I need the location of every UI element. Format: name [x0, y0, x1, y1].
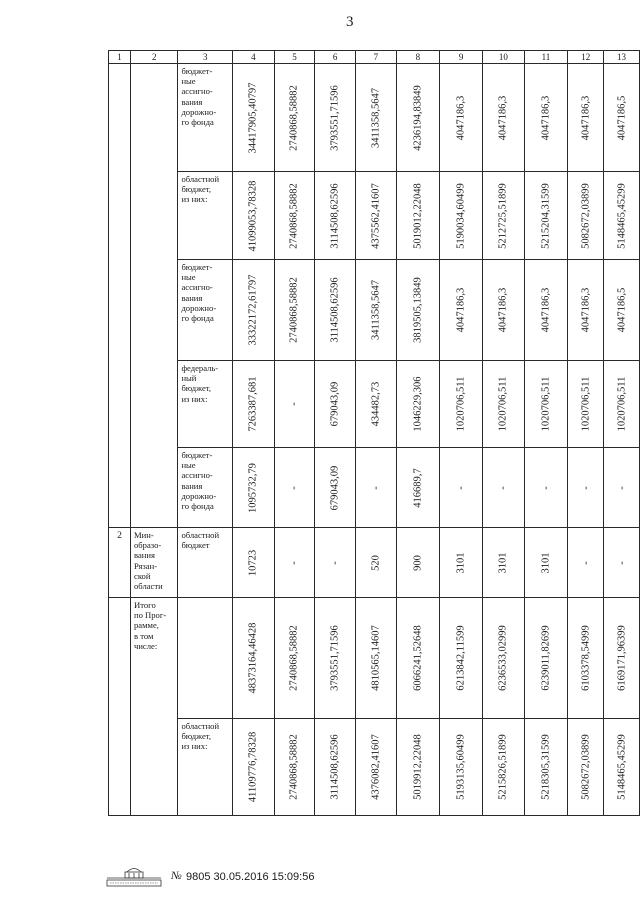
- value-text: 3793551,71596: [329, 84, 341, 151]
- value-text: 2740868,58882: [288, 277, 300, 343]
- value-text: -: [288, 402, 300, 406]
- value-text: 10723: [247, 549, 259, 576]
- value-text: -: [329, 560, 341, 565]
- value-cell: [233, 260, 275, 361]
- value-text: 6103378,54999: [580, 625, 592, 691]
- value-text: 4047186,3: [540, 95, 552, 140]
- value-cell: [524, 448, 568, 528]
- table-row: [109, 361, 640, 448]
- value-cell: [440, 172, 483, 260]
- value-text: 2740868,58882: [288, 84, 300, 151]
- value-cell: [568, 361, 604, 448]
- value-text: 4047186,3: [497, 95, 509, 140]
- value-text: 3114508,62596: [329, 277, 341, 343]
- header-cell: 4: [233, 51, 275, 64]
- value-text: 679043,09: [329, 381, 341, 427]
- value-cell: [274, 598, 315, 719]
- value-cell: [604, 260, 640, 361]
- value-cell: [315, 528, 356, 598]
- funding-source-label: областной бюджет, из них:: [178, 172, 233, 260]
- value-cell: [233, 64, 275, 172]
- value-cell: [483, 260, 524, 361]
- value-text: 6236533,02999: [497, 625, 509, 691]
- value-text: 1020706,511: [580, 376, 592, 432]
- value-cell: [568, 172, 604, 260]
- value-cell: [568, 64, 604, 172]
- value-text: -: [540, 485, 552, 490]
- value-text: 33322172,61797: [247, 274, 259, 346]
- value-text: 520: [370, 554, 382, 571]
- funding-source-label: бюджет- ные ассигно- вания дорожно- го фонда: [178, 260, 233, 361]
- value-cell: [233, 361, 275, 448]
- value-cell: [355, 64, 396, 172]
- value-cell: [274, 528, 315, 598]
- value-cell: [440, 64, 483, 172]
- value-text: 4047186,3: [580, 95, 592, 140]
- value-text: 1020706,511: [455, 376, 467, 432]
- value-text: 5218305,31599: [540, 734, 552, 800]
- value-text: 3114508,62596: [329, 182, 341, 249]
- value-text: 1046229,306: [412, 376, 424, 432]
- header-cell: 12: [568, 51, 604, 64]
- value-cell: [604, 361, 640, 448]
- value-cell: [233, 448, 275, 528]
- value-text: -: [370, 485, 382, 490]
- value-cell: [315, 172, 356, 260]
- value-text: -: [580, 485, 592, 490]
- value-cell: [355, 260, 396, 361]
- value-cell: [355, 528, 396, 598]
- value-cell: [274, 361, 315, 448]
- value-text: 4376082,41607: [370, 734, 382, 800]
- table-row: [109, 528, 640, 598]
- value-text: 5082672,03899: [580, 734, 592, 800]
- value-cell: [483, 719, 524, 816]
- value-text: 7263387,681: [247, 376, 259, 432]
- value-cell: [604, 719, 640, 816]
- value-text: 5019012,22048: [412, 182, 424, 249]
- value-cell: [604, 528, 640, 598]
- row-number-cell: [109, 598, 131, 816]
- value-cell: [315, 448, 356, 528]
- value-cell: [524, 172, 568, 260]
- table-row: [109, 64, 640, 172]
- value-cell: [440, 260, 483, 361]
- value-text: 4810565,14607: [370, 625, 382, 691]
- header-cell: 7: [355, 51, 396, 64]
- funding-source-label: [178, 598, 233, 719]
- value-cell: [274, 260, 315, 361]
- value-text: 1095732,79: [247, 462, 259, 513]
- table-row: [109, 260, 640, 361]
- value-cell: [440, 361, 483, 448]
- value-text: 4047186,3: [455, 95, 467, 140]
- value-cell: [396, 361, 439, 448]
- value-text: 4047186,5: [616, 95, 628, 140]
- value-text: 2740868,58882: [288, 734, 300, 800]
- value-cell: [274, 448, 315, 528]
- header-cell: 1: [109, 51, 131, 64]
- value-text: -: [580, 560, 592, 565]
- value-cell: [604, 172, 640, 260]
- value-text: 4047186,3: [540, 287, 552, 333]
- value-text: 1020706,511: [497, 376, 509, 432]
- value-text: 4375562,41607: [370, 182, 382, 249]
- value-cell: [396, 528, 439, 598]
- value-cell: [524, 528, 568, 598]
- value-text: 3411358,5647: [370, 87, 382, 148]
- value-text: 6239011,82699: [540, 625, 552, 691]
- seal-stamp-icon: [105, 864, 163, 888]
- header-cell: 10: [483, 51, 524, 64]
- value-cell: [483, 528, 524, 598]
- value-text: 1020706,511: [616, 376, 628, 432]
- value-text: 679043,09: [329, 465, 341, 510]
- header-cell: 8: [396, 51, 439, 64]
- value-cell: [315, 260, 356, 361]
- value-cell: [483, 172, 524, 260]
- header-row: [109, 51, 640, 64]
- value-cell: [524, 719, 568, 816]
- value-text: 3793551,71596: [329, 625, 341, 691]
- value-text: 3101: [455, 552, 467, 573]
- value-text: 6213842,11599: [455, 625, 467, 691]
- value-text: 5190034,60499: [455, 182, 467, 249]
- value-cell: [440, 528, 483, 598]
- value-text: -: [497, 485, 509, 490]
- value-cell: [233, 719, 275, 816]
- value-cell: [355, 719, 396, 816]
- value-text: 6066241,52648: [412, 625, 424, 691]
- value-cell: [483, 361, 524, 448]
- value-cell: [396, 172, 439, 260]
- value-cell: [315, 64, 356, 172]
- organization-cell: [131, 64, 178, 528]
- value-cell: [274, 719, 315, 816]
- value-cell: [274, 64, 315, 172]
- value-text: 4047186,3: [455, 287, 467, 333]
- header-cell: 13: [604, 51, 640, 64]
- page-number: 3: [346, 14, 354, 30]
- value-text: 5215826,51899: [497, 734, 509, 800]
- header-cell: 6: [315, 51, 356, 64]
- table-row: [109, 448, 640, 528]
- value-text: -: [455, 485, 467, 490]
- value-cell: [483, 64, 524, 172]
- header-cell: 9: [440, 51, 483, 64]
- value-cell: [524, 260, 568, 361]
- value-text: 48373164,46428: [247, 622, 259, 694]
- value-cell: [524, 598, 568, 719]
- document-stamp-text: 9805 30.05.2016 15:09:56: [186, 871, 315, 883]
- value-cell: [355, 448, 396, 528]
- value-cell: [568, 528, 604, 598]
- value-cell: [440, 719, 483, 816]
- value-text: 34417905,40797: [247, 82, 259, 153]
- value-text: 416689,7: [412, 467, 424, 508]
- value-text: 5193135,60499: [455, 734, 467, 800]
- value-cell: [440, 448, 483, 528]
- value-text: 3411358,5647: [370, 280, 382, 340]
- value-text: 2740868,58882: [288, 625, 300, 691]
- value-cell: [568, 448, 604, 528]
- value-cell: [568, 719, 604, 816]
- value-text: -: [288, 485, 300, 490]
- row-number-cell: 2: [109, 528, 131, 598]
- value-text: 5082672,03899: [580, 182, 592, 249]
- organization-cell: Мин- образо- вания Рязан- ской области: [131, 528, 178, 598]
- document-number-mark: №: [171, 870, 182, 882]
- value-cell: [233, 172, 275, 260]
- value-text: -: [616, 560, 628, 565]
- value-cell: [524, 361, 568, 448]
- table-row: [109, 598, 640, 719]
- header-cell: 11: [524, 51, 568, 64]
- value-text: 900: [412, 554, 424, 571]
- value-text: 3101: [540, 552, 552, 573]
- value-cell: [396, 448, 439, 528]
- value-cell: [396, 598, 439, 719]
- value-text: 5148465,45299: [616, 182, 628, 249]
- value-text: 434482,73: [370, 381, 382, 427]
- funding-source-label: бюджет- ные ассигно- вания дорожно- го фонда: [178, 64, 233, 172]
- value-cell: [483, 598, 524, 719]
- value-text: 5212725,51899: [497, 182, 509, 249]
- value-cell: [604, 448, 640, 528]
- value-cell: [524, 64, 568, 172]
- value-cell: [440, 598, 483, 719]
- value-text: -: [288, 560, 300, 565]
- value-cell: [396, 719, 439, 816]
- value-text: -: [616, 485, 628, 490]
- value-cell: [604, 64, 640, 172]
- value-text: 6169171,96399: [616, 625, 628, 691]
- funding-source-label: областной бюджет: [178, 528, 233, 598]
- value-cell: [274, 172, 315, 260]
- value-cell: [568, 598, 604, 719]
- value-cell: [315, 361, 356, 448]
- value-cell: [396, 64, 439, 172]
- funding-source-label: федераль- ный бюджет, из них:: [178, 361, 233, 448]
- budget-table: [108, 50, 640, 816]
- row-number-cell: [109, 64, 131, 528]
- table-row: [109, 172, 640, 260]
- value-text: 5148465,45299: [616, 734, 628, 800]
- value-text: 5215204,31599: [540, 182, 552, 249]
- value-cell: [315, 598, 356, 719]
- funding-source-label: областной бюджет, из них:: [178, 719, 233, 816]
- value-text: 1020706,511: [540, 376, 552, 432]
- value-text: 3114508,62596: [329, 734, 341, 800]
- value-cell: [233, 528, 275, 598]
- value-text: 4236194,83849: [412, 84, 424, 151]
- total-label-cell: Итого по Прог- рамме, в том числе:: [131, 598, 178, 816]
- value-cell: [315, 719, 356, 816]
- value-cell: [233, 598, 275, 719]
- value-cell: [604, 598, 640, 719]
- value-cell: [568, 260, 604, 361]
- header-cell: 2: [131, 51, 178, 64]
- value-text: 4047186,3: [497, 287, 509, 333]
- value-cell: [355, 598, 396, 719]
- value-text: 4047186,5: [616, 287, 628, 333]
- value-cell: [483, 448, 524, 528]
- header-cell: 5: [274, 51, 315, 64]
- value-text: 2740868,58882: [288, 182, 300, 249]
- funding-source-label: бюджет- ные ассигно- вания дорожно- го фонда: [178, 448, 233, 528]
- value-text: 3101: [497, 552, 509, 573]
- value-text: 5019912,22048: [412, 734, 424, 800]
- value-cell: [355, 172, 396, 260]
- table-row: [109, 719, 640, 816]
- value-text: 41099053,78328: [247, 180, 259, 251]
- value-cell: [396, 260, 439, 361]
- value-cell: [355, 361, 396, 448]
- header-cell: 3: [178, 51, 233, 64]
- value-text: 4047186,3: [580, 287, 592, 333]
- value-text: 41109776,78328: [247, 731, 259, 803]
- value-text: 3819505,13849: [412, 277, 424, 343]
